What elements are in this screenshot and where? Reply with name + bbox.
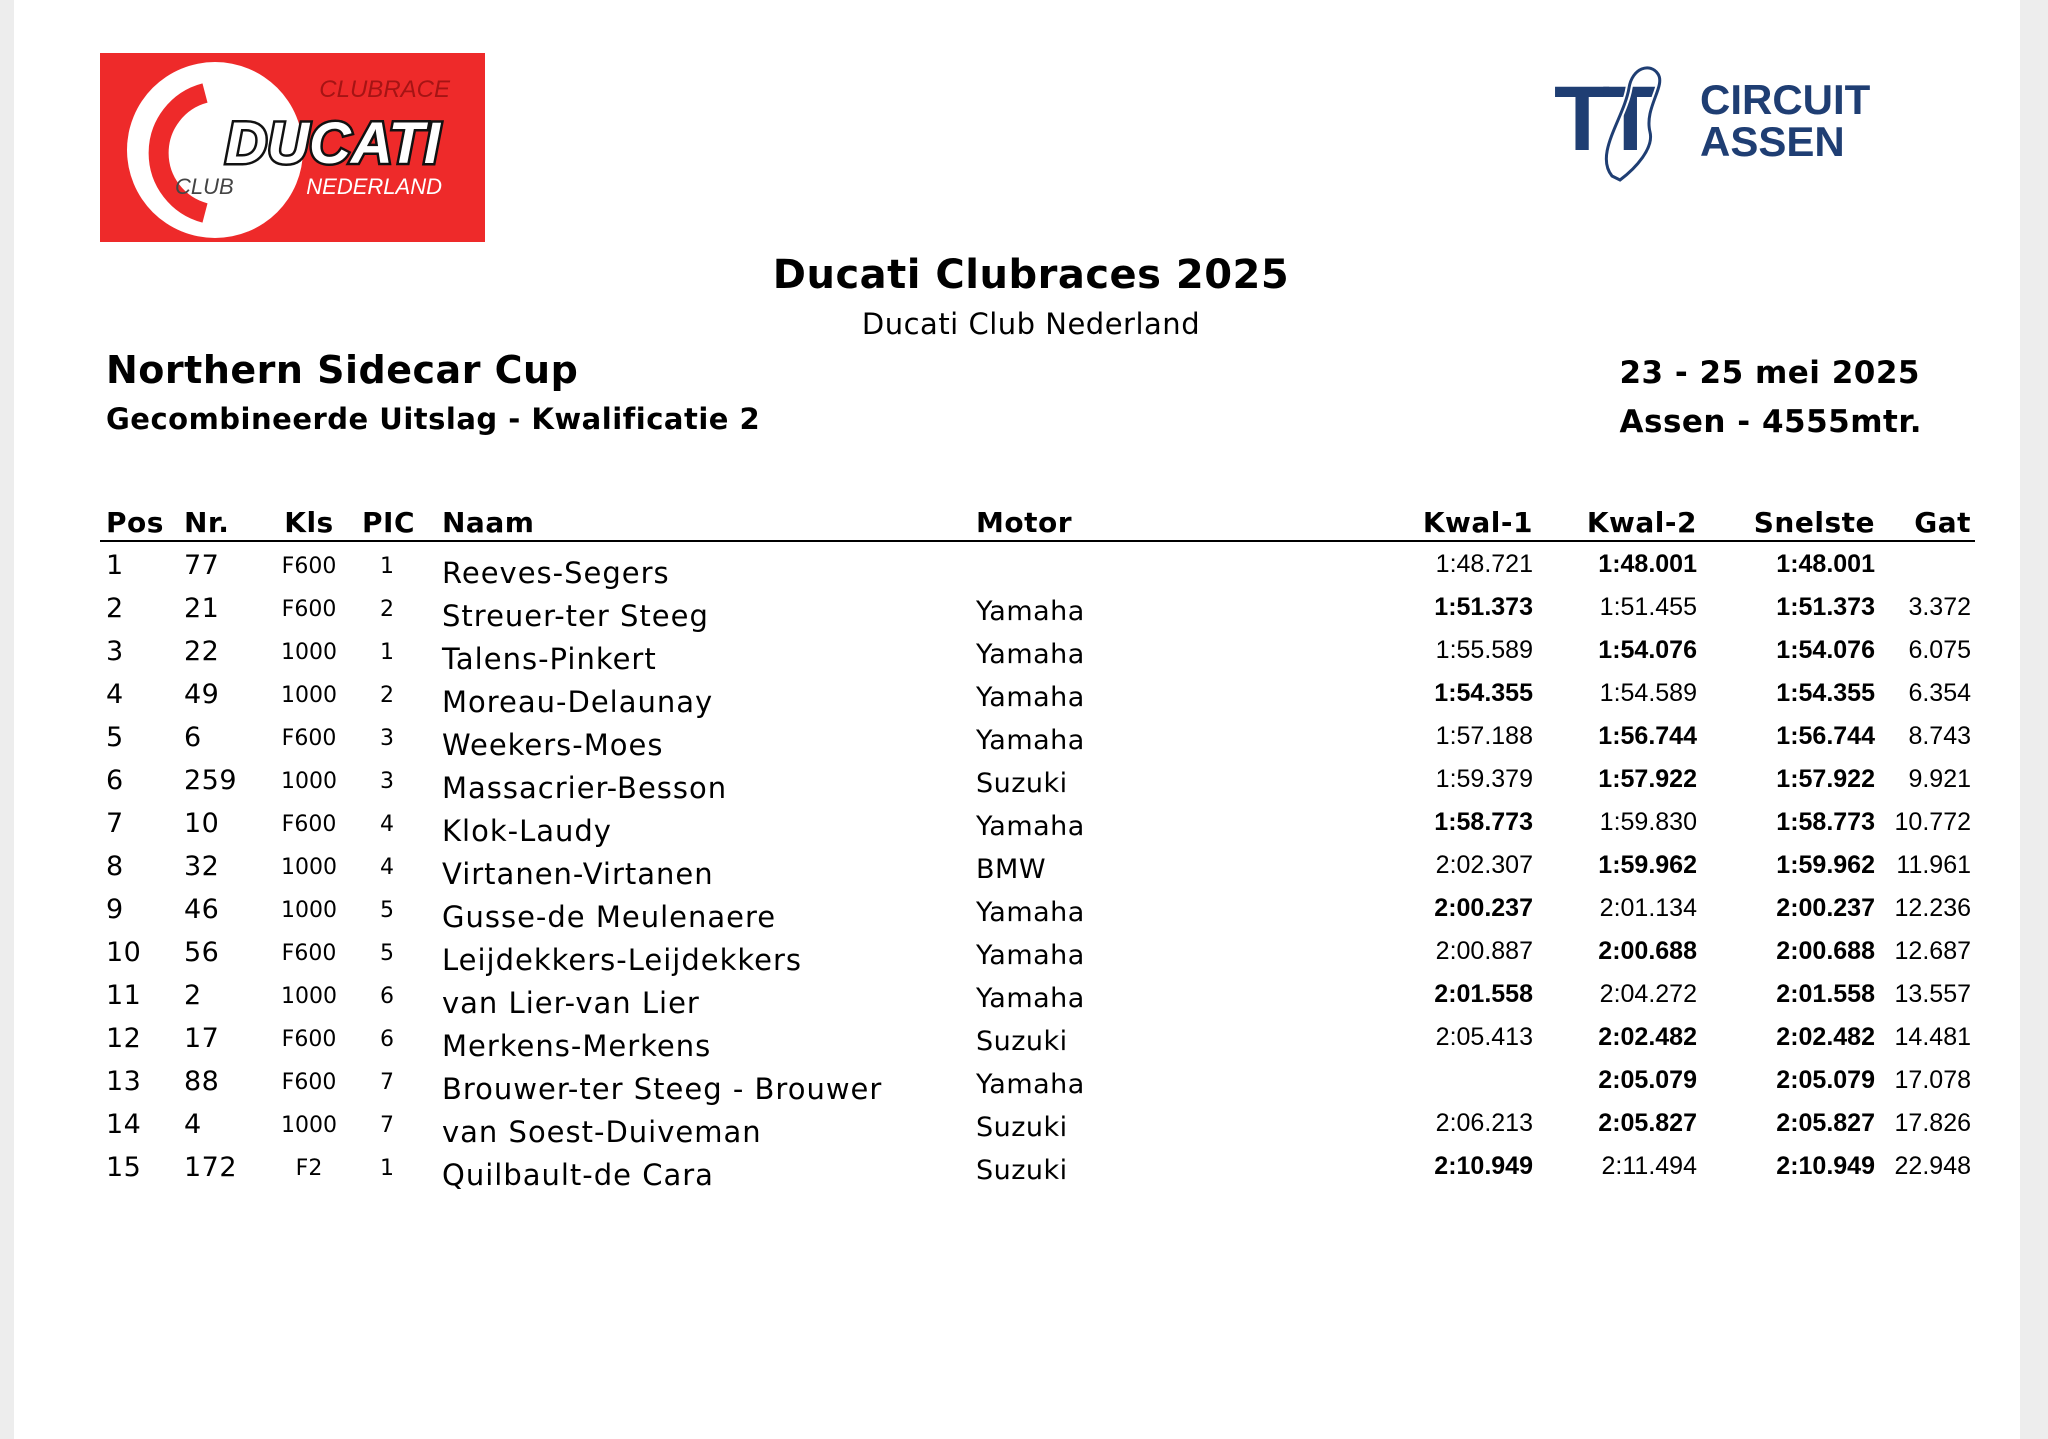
- cell-nr: 172: [184, 1152, 238, 1183]
- cell-snelste: 2:02.482: [1776, 1023, 1875, 1051]
- cell-pos: 3: [106, 636, 124, 667]
- cell-kwal2: 2:04.272: [1599, 980, 1697, 1008]
- cell-kwal2: 1:54.076: [1598, 636, 1697, 664]
- cell-kwal2: 2:00.688: [1598, 937, 1697, 965]
- cell-nr: 32: [184, 851, 220, 882]
- cell-kwal2: 2:05.827: [1598, 1109, 1697, 1137]
- cell-kwal1: 2:00.237: [1434, 894, 1533, 922]
- cell-kls: 1000: [281, 640, 337, 665]
- cell-kwal2: 1:59.830: [1599, 808, 1697, 836]
- cell-kwal2: 1:54.589: [1599, 679, 1697, 707]
- cell-pic: 1: [380, 554, 394, 579]
- cell-kls: 1000: [281, 898, 337, 923]
- header-motor: Motor: [976, 506, 1073, 539]
- cell-snelste: 2:05.827: [1776, 1109, 1875, 1137]
- cell-nr: 56: [184, 937, 220, 968]
- cell-gat: 11.961: [1896, 851, 1971, 879]
- table-row: [100, 972, 1975, 1020]
- event-date: 23 - 25 mei 2025: [1619, 355, 1920, 391]
- cell-kls: F600: [281, 941, 337, 966]
- cell-gat: 6.075: [1908, 636, 1971, 664]
- header-naam: Naam: [442, 506, 535, 539]
- cell-pos: 12: [106, 1023, 142, 1054]
- cell-snelste: 1:51.373: [1776, 593, 1875, 621]
- cell-kwal2: 2:01.134: [1599, 894, 1697, 922]
- cell-kwal1: 1:51.373: [1434, 593, 1533, 621]
- cell-naam: Gusse-de Meulenaere: [442, 900, 777, 934]
- cell-pic: 6: [380, 1027, 394, 1052]
- header-kls: Kls: [284, 506, 334, 539]
- cell-kwal2: 2:02.482: [1598, 1023, 1697, 1051]
- table-header: [100, 506, 1975, 542]
- cell-kls: F600: [281, 726, 337, 751]
- cell-pos: 11: [106, 980, 142, 1011]
- cell-nr: 10: [184, 808, 220, 839]
- table-row: [100, 628, 1975, 676]
- cell-kwal1: 1:55.589: [1435, 636, 1533, 664]
- cell-pic: 4: [380, 812, 394, 837]
- cell-pic: 4: [380, 855, 394, 880]
- cell-kwal1: 1:58.773: [1434, 808, 1533, 836]
- logo-nederland-text: NEDERLAND: [306, 174, 442, 199]
- logo-tt-mark: TT: [1554, 68, 1651, 170]
- table-row: [100, 714, 1975, 762]
- cell-snelste: 2:00.688: [1776, 937, 1875, 965]
- table-row: [100, 1058, 1975, 1106]
- cell-naam: Virtanen-Virtanen: [442, 857, 714, 891]
- cell-naam: Massacrier-Besson: [442, 771, 728, 805]
- cell-pos: 13: [106, 1066, 142, 1097]
- cell-pos: 9: [106, 894, 124, 925]
- cell-kls: 1000: [281, 984, 337, 1009]
- cell-nr: 6: [184, 722, 202, 753]
- cell-kls: 1000: [281, 683, 337, 708]
- cell-gat: 17.078: [1894, 1066, 1971, 1094]
- cell-pic: 1: [380, 1156, 394, 1181]
- cell-pos: 8: [106, 851, 124, 882]
- cell-kwal2: 2:11.494: [1601, 1152, 1697, 1180]
- document-page: [14, 0, 2020, 1439]
- table-row: [100, 585, 1975, 633]
- cell-naam: Reeves-Segers: [442, 556, 670, 590]
- cell-motor: Suzuki: [976, 768, 1068, 799]
- cell-kls: F600: [281, 1027, 337, 1052]
- cell-pic: 5: [380, 941, 394, 966]
- cell-pos: 2: [106, 593, 124, 624]
- logo-circuit-text: CIRCUIT: [1700, 76, 1871, 123]
- cell-kwal1: 2:01.558: [1434, 980, 1533, 1008]
- cell-kls: 1000: [281, 855, 337, 880]
- table-row: [100, 542, 1975, 590]
- cell-pos: 7: [106, 808, 124, 839]
- cell-nr: 4: [184, 1109, 202, 1140]
- cell-kwal2: 2:05.079: [1598, 1066, 1697, 1094]
- cell-kwal1: 2:00.887: [1435, 937, 1533, 965]
- logo-clubrace-text: CLUBRACE: [319, 76, 450, 103]
- cell-pos: 5: [106, 722, 124, 753]
- table-row: [100, 1101, 1975, 1149]
- tt-circuit-assen-logo: [1554, 58, 1924, 188]
- cell-kwal2: 1:59.962: [1598, 851, 1697, 879]
- cell-snelste: 1:54.355: [1776, 679, 1875, 707]
- cell-snelste: 1:58.773: [1776, 808, 1875, 836]
- cell-pos: 1: [106, 550, 124, 581]
- header-pos: Pos: [106, 506, 164, 539]
- cell-motor: Suzuki: [976, 1112, 1068, 1143]
- cell-kwal1: 1:48.721: [1435, 550, 1533, 578]
- table-row: [100, 757, 1975, 805]
- cell-naam: van Lier-van Lier: [442, 986, 700, 1020]
- cell-pic: 2: [380, 597, 394, 622]
- table-row: [100, 843, 1975, 891]
- cell-naam: Klok-Laudy: [442, 814, 612, 848]
- header-kwal2: Kwal-2: [1586, 506, 1697, 539]
- cell-gat: 9.921: [1908, 765, 1971, 793]
- cell-pic: 3: [380, 726, 394, 751]
- cell-kwal1: 1:54.355: [1434, 679, 1533, 707]
- session-name: Gecombineerde Uitslag - Kwalificatie 2: [106, 402, 761, 436]
- cell-nr: 17: [184, 1023, 220, 1054]
- cell-pos: 6: [106, 765, 124, 796]
- cell-gat: 10.772: [1894, 808, 1971, 836]
- cell-naam: Leijdekkers-Leijdekkers: [442, 943, 803, 977]
- cell-kls: F2: [295, 1156, 323, 1181]
- cell-kls: 1000: [281, 769, 337, 794]
- document-subtitle: Ducati Club Nederland: [861, 307, 1201, 341]
- header-gat: Gat: [1914, 506, 1971, 539]
- cell-pos: 15: [106, 1152, 142, 1183]
- cell-snelste: 2:10.949: [1776, 1152, 1875, 1180]
- cell-pic: 7: [380, 1070, 394, 1095]
- cell-nr: 2: [184, 980, 202, 1011]
- cell-snelste: 2:01.558: [1776, 980, 1875, 1008]
- cell-naam: Merkens-Merkens: [442, 1029, 712, 1063]
- cell-gat: 13.557: [1894, 980, 1971, 1008]
- cell-kwal1: 2:05.413: [1435, 1023, 1533, 1051]
- cell-nr: 46: [184, 894, 220, 925]
- cell-motor: Suzuki: [976, 1155, 1068, 1186]
- cell-motor: Yamaha: [976, 682, 1085, 713]
- logo-assen-text: ASSEN: [1700, 118, 1845, 165]
- cell-motor: Suzuki: [976, 1026, 1068, 1057]
- cell-kls: F600: [281, 812, 337, 837]
- cell-nr: 259: [184, 765, 238, 796]
- cell-snelste: 1:48.001: [1776, 550, 1875, 578]
- cell-pic: 7: [380, 1113, 394, 1138]
- cell-motor: Yamaha: [976, 1069, 1085, 1100]
- cell-nr: 88: [184, 1066, 220, 1097]
- cell-snelste: 2:00.237: [1776, 894, 1875, 922]
- cell-gat: 14.481: [1894, 1023, 1971, 1051]
- cell-motor: BMW: [976, 854, 1047, 885]
- cell-kwal2: 1:48.001: [1598, 550, 1697, 578]
- cell-snelste: 1:54.076: [1776, 636, 1875, 664]
- cell-kls: F600: [281, 554, 337, 579]
- table-body: [100, 542, 1975, 1192]
- cell-nr: 22: [184, 636, 220, 667]
- cell-kls: F600: [281, 597, 337, 622]
- table-row: [100, 886, 1975, 934]
- header-kwal1: Kwal-1: [1422, 506, 1533, 539]
- cell-gat: 12.236: [1894, 894, 1971, 922]
- cell-naam: Talens-Pinkert: [442, 642, 657, 676]
- cell-gat: 3.372: [1908, 593, 1971, 621]
- cell-kwal1: 2:02.307: [1435, 851, 1533, 879]
- circuit-info: Assen - 4555mtr.: [1619, 404, 1922, 440]
- cell-nr: 77: [184, 550, 220, 581]
- cell-gat: 12.687: [1894, 937, 1971, 965]
- cell-motor: Yamaha: [976, 596, 1085, 627]
- cell-naam: Weekers-Moes: [442, 728, 664, 762]
- cell-pic: 2: [380, 683, 394, 708]
- ducati-club-logo: [100, 53, 485, 242]
- cell-kwal1: 2:06.213: [1435, 1109, 1533, 1137]
- cell-nr: 21: [184, 593, 220, 624]
- cell-snelste: 2:05.079: [1776, 1066, 1875, 1094]
- logo-club-text: CLUB: [175, 174, 234, 199]
- cell-gat: 8.743: [1908, 722, 1971, 750]
- cell-kwal1: 1:59.379: [1435, 765, 1533, 793]
- logo-ducati-text: DUCATI: [225, 111, 440, 176]
- cell-gat: 6.354: [1908, 679, 1971, 707]
- cell-nr: 49: [184, 679, 220, 710]
- cell-pic: 3: [380, 769, 394, 794]
- cell-kwal2: 1:51.455: [1599, 593, 1697, 621]
- cell-kls: F600: [281, 1070, 337, 1095]
- cell-motor: Yamaha: [976, 897, 1085, 928]
- cell-naam: Brouwer-ter Steeg - Brouwer: [442, 1072, 883, 1106]
- cell-naam: Streuer-ter Steeg: [442, 599, 709, 633]
- cell-gat: 17.826: [1894, 1109, 1971, 1137]
- results-table: [100, 506, 1975, 1192]
- table-row: [100, 1015, 1975, 1063]
- cell-kwal1: 2:10.949: [1434, 1152, 1533, 1180]
- header-pic: PIC: [362, 506, 415, 539]
- table-row: [100, 1144, 1975, 1192]
- cell-pic: 5: [380, 898, 394, 923]
- table-row: [100, 800, 1975, 848]
- cell-kls: 1000: [281, 1113, 337, 1138]
- cell-motor: Yamaha: [976, 811, 1085, 842]
- cell-pos: 14: [106, 1109, 142, 1140]
- cell-kwal1: 1:57.188: [1435, 722, 1533, 750]
- cell-naam: van Soest-Duiveman: [442, 1115, 762, 1149]
- table-row: [100, 929, 1975, 977]
- document-title: Ducati Clubraces 2025: [772, 252, 1290, 298]
- cell-pos: 10: [106, 937, 142, 968]
- cell-snelste: 1:57.922: [1776, 765, 1875, 793]
- header-nr: Nr.: [184, 506, 230, 539]
- cell-naam: Moreau-Delaunay: [442, 685, 714, 719]
- cell-snelste: 1:56.744: [1776, 722, 1875, 750]
- cell-motor: Yamaha: [976, 639, 1085, 670]
- cell-kwal2: 1:56.744: [1598, 722, 1697, 750]
- cell-pic: 6: [380, 984, 394, 1009]
- cell-naam: Quilbault-de Cara: [442, 1158, 714, 1192]
- cell-motor: Yamaha: [976, 940, 1085, 971]
- cell-kwal2: 1:57.922: [1598, 765, 1697, 793]
- cell-motor: Yamaha: [976, 983, 1085, 1014]
- cell-motor: Yamaha: [976, 725, 1085, 756]
- table-row: [100, 671, 1975, 719]
- header-snelste: Snelste: [1753, 506, 1875, 539]
- cell-pic: 1: [380, 640, 394, 665]
- cell-gat: 22.948: [1894, 1152, 1971, 1180]
- event-name: Northern Sidecar Cup: [106, 348, 579, 392]
- cell-pos: 4: [106, 679, 124, 710]
- cell-snelste: 1:59.962: [1776, 851, 1875, 879]
